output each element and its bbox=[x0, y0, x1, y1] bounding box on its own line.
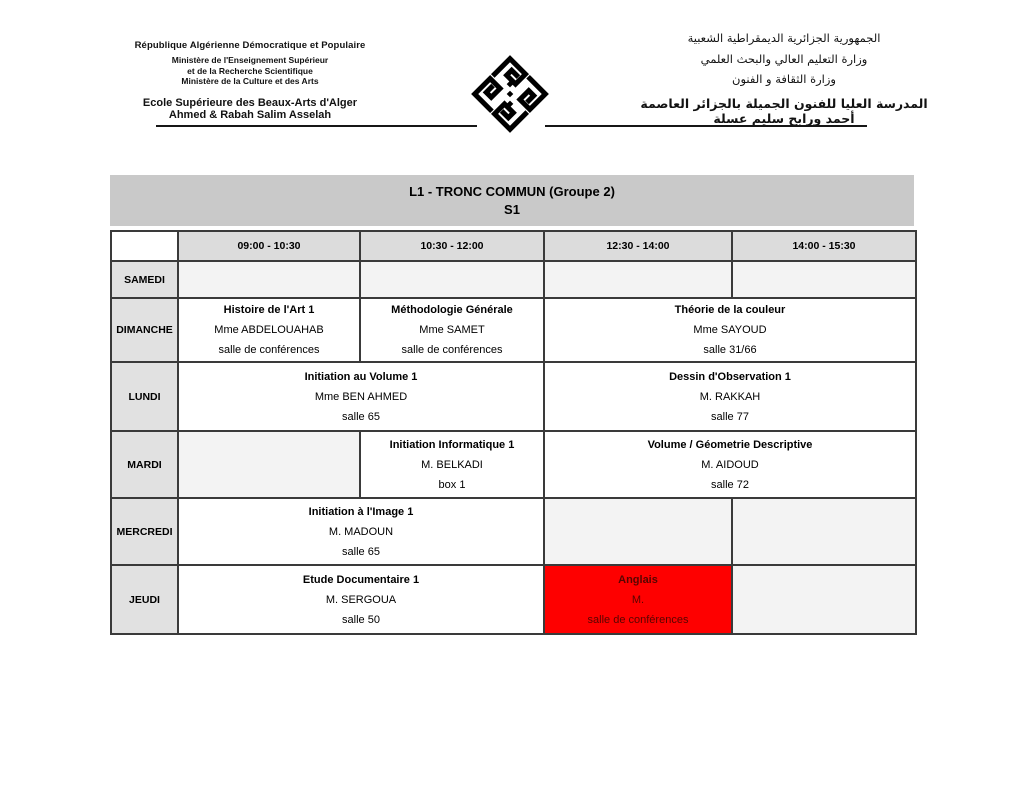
row-lundi bbox=[111, 362, 916, 431]
time-slot-1: 09:00 - 10:30 bbox=[178, 231, 360, 261]
row-mercredi bbox=[111, 498, 916, 565]
letterhead-french bbox=[116, 40, 384, 122]
header-divider-left bbox=[156, 125, 477, 127]
day-label-mardi: MARDI bbox=[111, 431, 178, 498]
empty-cell bbox=[178, 431, 360, 498]
timetable-title-line1: L1 - TRONC COMMUN (Groupe 2) bbox=[409, 183, 615, 199]
day-label-samedi: SAMEDI bbox=[111, 261, 178, 298]
school-subname-fr: Ahmed & Rabah Salim Asselah bbox=[168, 109, 332, 121]
course-initiation-image: Initiation à l'Image 1 M. MADOUN salle 65 bbox=[178, 498, 544, 565]
course-anglais-highlighted: Anglais M. salle de conférences bbox=[544, 565, 732, 634]
ministry-line-2: et de la Recherche Scientifique bbox=[187, 65, 313, 76]
course-etude-documentaire: Etude Documentaire 1 M. SERGOUA salle 50 bbox=[178, 565, 544, 634]
empty-cell bbox=[544, 498, 732, 565]
course-theorie-couleur: Théorie de la couleur Mme SAYOUD salle 31/66 bbox=[544, 298, 916, 362]
ministry-line-3: Ministère de la Culture et des Arts bbox=[181, 76, 319, 86]
course-histoire-art: Histoire de l'Art 1 Mme ABDELOUAHAB salle de conférences bbox=[178, 298, 360, 362]
empty-cell bbox=[178, 261, 360, 298]
ministry-line-1: Ministère de l'Enseignement Supérieur bbox=[171, 55, 329, 65]
kufic-emblem-icon bbox=[471, 54, 549, 134]
time-slot-3: 12:30 - 14:00 bbox=[544, 231, 732, 261]
day-label-jeudi: JEUDI bbox=[111, 565, 178, 634]
header-divider-right bbox=[545, 125, 867, 127]
course-initiation-informatique: Initiation Informatique 1 M. BELKADI box 1 bbox=[360, 431, 544, 498]
ministry-line-ar-2: وزارة الثقافة و الفنون bbox=[732, 72, 836, 86]
course-dessin-observation: Dessin d'Observation 1 M. RAKKAH salle 77 bbox=[544, 362, 916, 431]
course-volume-geometrie: Volume / Géometrie Descriptive M. AIDOUD salle 72 bbox=[544, 431, 916, 498]
row-jeudi bbox=[111, 565, 916, 634]
ministry-line-ar-1: وزارة التعليم العالي والبحث العلمي bbox=[700, 51, 868, 66]
time-header-row bbox=[111, 231, 916, 261]
school-subname-ar: أحمد ورابح سليم عسلة bbox=[713, 110, 855, 126]
timetable-title bbox=[110, 175, 914, 226]
course-initiation-volume: Initiation au Volume 1 Mme BEN AHMED salle 65 bbox=[178, 362, 544, 431]
empty-cell bbox=[544, 261, 732, 298]
row-dimanche bbox=[111, 298, 916, 362]
day-label-dimanche: DIMANCHE bbox=[111, 298, 178, 362]
republic-line: République Algérienne Démocratique et Populaire bbox=[134, 40, 366, 51]
corner-cell bbox=[111, 231, 178, 261]
letterhead-arabic bbox=[638, 28, 930, 126]
row-samedi bbox=[111, 261, 916, 298]
republic-line-ar: الجمهورية الجزائرية الديمقراطية الشعبية bbox=[687, 31, 881, 45]
day-label-lundi: LUNDI bbox=[111, 362, 178, 431]
course-methodologie: Méthodologie Générale Mme SAMET salle de conférences bbox=[360, 298, 544, 362]
row-mardi bbox=[111, 431, 916, 498]
empty-cell bbox=[360, 261, 544, 298]
timetable-title-line2: S1 bbox=[504, 201, 520, 217]
timetable bbox=[110, 230, 917, 635]
time-slot-2: 10:30 - 12:00 bbox=[360, 231, 544, 261]
empty-cell bbox=[732, 261, 916, 298]
empty-cell bbox=[732, 498, 916, 565]
time-slot-4: 14:00 - 15:30 bbox=[732, 231, 916, 261]
school-name-fr: Ecole Supérieure des Beaux-Arts d'Alger bbox=[142, 96, 358, 109]
school-name-ar: المدرسة العليا للفنون الجميلة بالجزائر العاصمة bbox=[640, 95, 928, 111]
day-label-mercredi: MERCREDI bbox=[111, 498, 178, 565]
empty-cell bbox=[732, 565, 916, 634]
